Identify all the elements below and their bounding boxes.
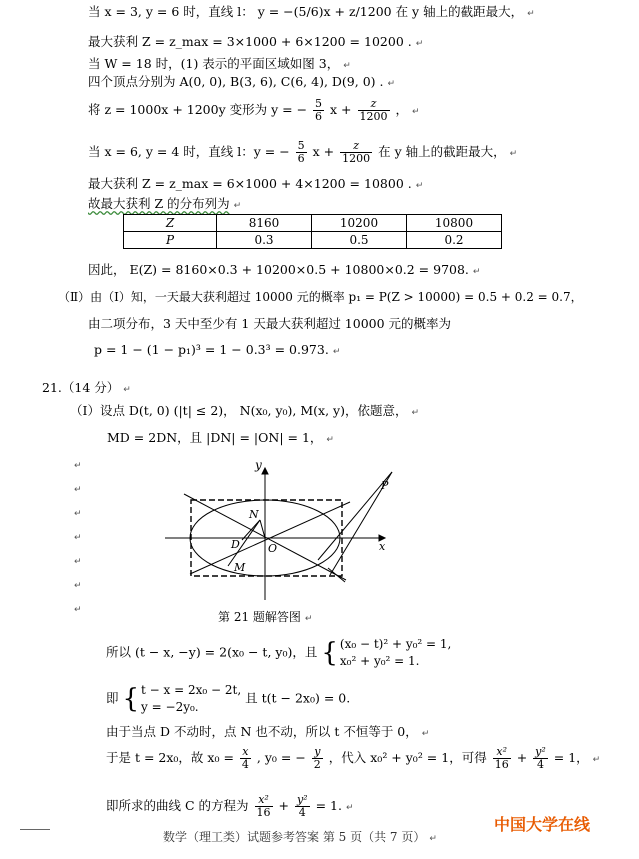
fraction-5-6-b: $\frac{5}{6}$ <box>297 139 305 165</box>
line-11: 由二项分布，3 天中至少有 1 天最大获利超过 10000 元的概率为 <box>88 316 452 331</box>
line-3: 当 W = 18 时，(1) 表示的平面区域如图 3， ↵ <box>88 56 351 71</box>
line-7: 最大获利 Z = z_max = 6×1000 + 4×1200 = 10800 . ↵ <box>88 176 424 191</box>
line-18: 即 { t − x = 2x₀ − 2t, y = −2y₀. 且 t(t − 2x₀) = 0. <box>106 683 351 714</box>
line-20: 于是 t = 2x₀，故 x₀ = $\frac{x}{4}$ , y₀ = − $\frac{y}{2}$ ，代入 x₀² + y₀² = 1，可得 $\frac{\text{x²}}{16}$ + $\frac{\text{y²}}{4}$ = 1， ↵ <box>106 745 601 771</box>
line-1: 当 x = 3, y = 6 时，直线 l： y = −(5/6)x + z/1200 在 y 轴上的截距最大， ↵ <box>88 4 535 19</box>
line-8: 故最大获利 Z 的分布列为 ↵ <box>88 196 242 211</box>
line-17: 所以 (t − x, −y) = 2(x₀ − t, y₀)，且 { (x₀ − t)² + y₀² = 1, x₀² + y₀² = 1. <box>106 637 452 668</box>
line-12: p = 1 − (1 − p₁)³ = 1 − 0.3³ = 0.973. ↵ <box>94 342 341 357</box>
margin-mark: ↵ <box>74 605 82 615</box>
fraction-z-1200-b: $\frac{z}{1200}$ <box>342 139 371 165</box>
line-10: （Ⅱ）由（Ⅰ）知，一天最大获利超过 10000 元的概率 p₁ = P(Z > 10000) = 0.5 + 0.2 = 0.7， <box>58 290 583 304</box>
table-row: Z 8160 10200 10800 <box>124 215 502 232</box>
table-row: P 0.3 0.5 0.2 <box>124 232 502 249</box>
line-5: 将 z = 1000x + 1200y 变形为 y = − $\frac{5}{6}$ x + $\frac{z}{1200}$ ， ↵ <box>88 97 420 123</box>
line-4: 四个顶点分别为 A(0, 0), B(3, 6), C(6, 4), D(9, 0) . ↵ <box>88 74 396 89</box>
margin-mark: ↵ <box>74 557 82 567</box>
label-n: N <box>249 508 259 521</box>
problem-21-heading: 21.（14 分） ↵ <box>42 380 131 395</box>
margin-mark: ↵ <box>74 485 82 495</box>
line-dn <box>242 520 260 540</box>
x-axis-label: x <box>379 540 386 553</box>
y-axis-label: y <box>255 458 262 472</box>
y-axis-arrow <box>262 468 268 474</box>
footer-rule-left <box>20 829 50 830</box>
label-m: M <box>234 561 246 574</box>
label-d: D <box>231 538 240 551</box>
line-2: 最大获利 Z = z_max = 3×1000 + 6×1200 = 10200 . ↵ <box>88 34 424 49</box>
line-19: 由于当点 D 不动时，点 N 也不动，所以 t 不恒等于 0， ↵ <box>106 724 430 739</box>
margin-mark: ↵ <box>74 533 82 543</box>
line-14: （Ⅰ）设点 D(t, 0) (|t| ≤ 2)， N(x₀, y₀), M(x, y)，依题意， ↵ <box>70 403 420 418</box>
label-o: O <box>268 542 278 555</box>
line-15: MD = 2DN，且 |DN| = |ON| = 1， ↵ <box>107 430 334 445</box>
brand-watermark: 中国大学在线 <box>494 815 591 834</box>
footer-text: 数学（理工类）试题参考答案 第 5 页（共 7 页） ↵ <box>163 830 437 844</box>
line-9: 因此， E(Z) = 8160×0.3 + 10200×0.5 + 10800×0.2 = 9708. ↵ <box>88 262 481 277</box>
fraction-z-1200: $\frac{z}{1200}$ <box>359 97 388 123</box>
label-p: P <box>381 479 389 492</box>
margin-mark: ↵ <box>74 581 82 591</box>
fraction-5-6: $\frac{5}{6}$ <box>315 97 323 123</box>
margin-mark: ↵ <box>74 509 82 519</box>
line-6: 当 x = 6, y = 4 时，直线 l：y = − $\frac{5}{6}$ x + $\frac{z}{1200}$ 在 y 轴上的截距最大， ↵ <box>88 139 518 165</box>
figure-caption: 第 21 题解答图 ↵ <box>218 610 313 624</box>
margin-mark: ↵ <box>74 461 82 471</box>
line-21: 即所求的曲线 C 的方程为 $\frac{\text{x²}}{16}$ + $\frac{\text{y²}}{4}$ = 1. ↵ <box>106 793 354 819</box>
